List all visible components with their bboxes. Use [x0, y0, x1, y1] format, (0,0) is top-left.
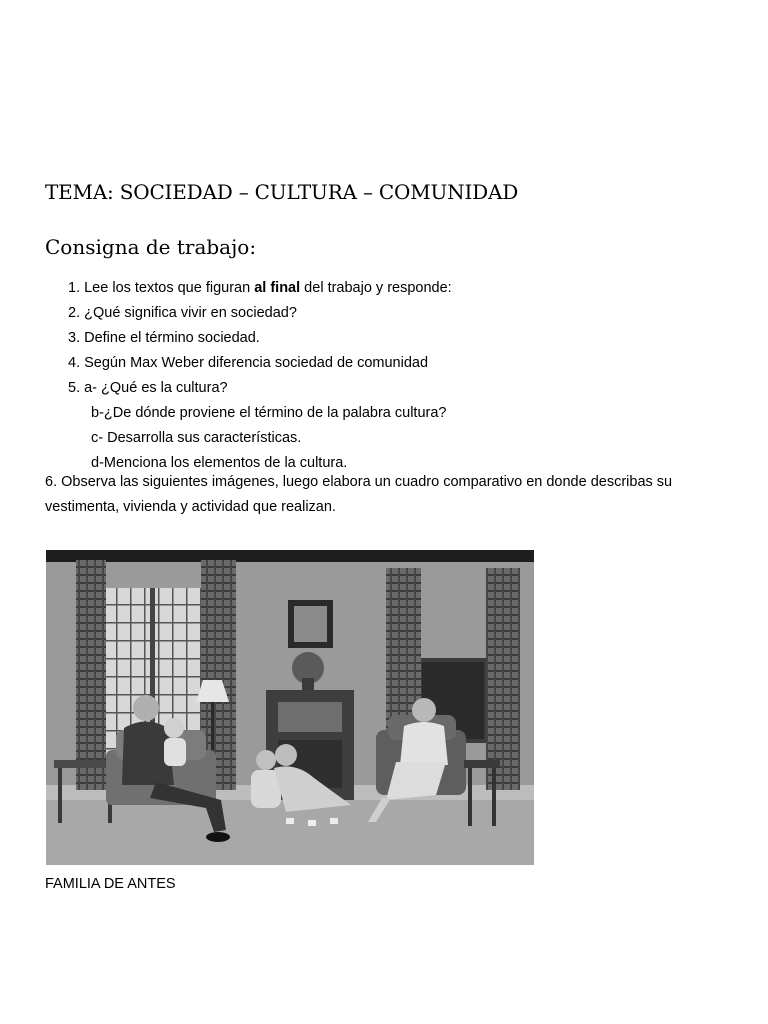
sub-list-item: b-¿De dónde proviene el término de la palabra cultura?	[91, 405, 447, 421]
list-item	[68, 278, 452, 303]
list-item-text: del trabajo y responde:	[300, 280, 452, 296]
list-item: 5. a- ¿Qué es la cultura?	[68, 380, 228, 396]
list-item-text: 1. Lee los textos que figuran	[68, 280, 255, 296]
image-caption: FAMILIA DE ANTES	[45, 876, 176, 892]
document-title: TEMA: SOCIEDAD – CULTURA – COMUNIDAD	[45, 180, 519, 204]
sub-list-item: c- Desarrolla sus características.	[91, 430, 302, 446]
list-item: 2. ¿Qué significa vivir en sociedad?	[68, 305, 297, 321]
question-list	[68, 278, 452, 478]
list-item: 3. Define el término sociedad.	[68, 330, 260, 346]
instruction-paragraph: 6. Observa las siguientes imágenes, luego elabora un cuadro comparativo en donde describas su vestimenta, vivienda y actividad que realizan.	[45, 474, 673, 515]
family-photo	[46, 550, 534, 865]
list-item-bold-text: al final	[254, 280, 301, 296]
sub-list-item: d-Menciona los elementos de la cultura.	[91, 455, 348, 471]
list-item: 4. Según Max Weber diferencia sociedad de comunidad	[68, 355, 429, 371]
document-subtitle: Consigna de trabajo:	[45, 235, 257, 259]
